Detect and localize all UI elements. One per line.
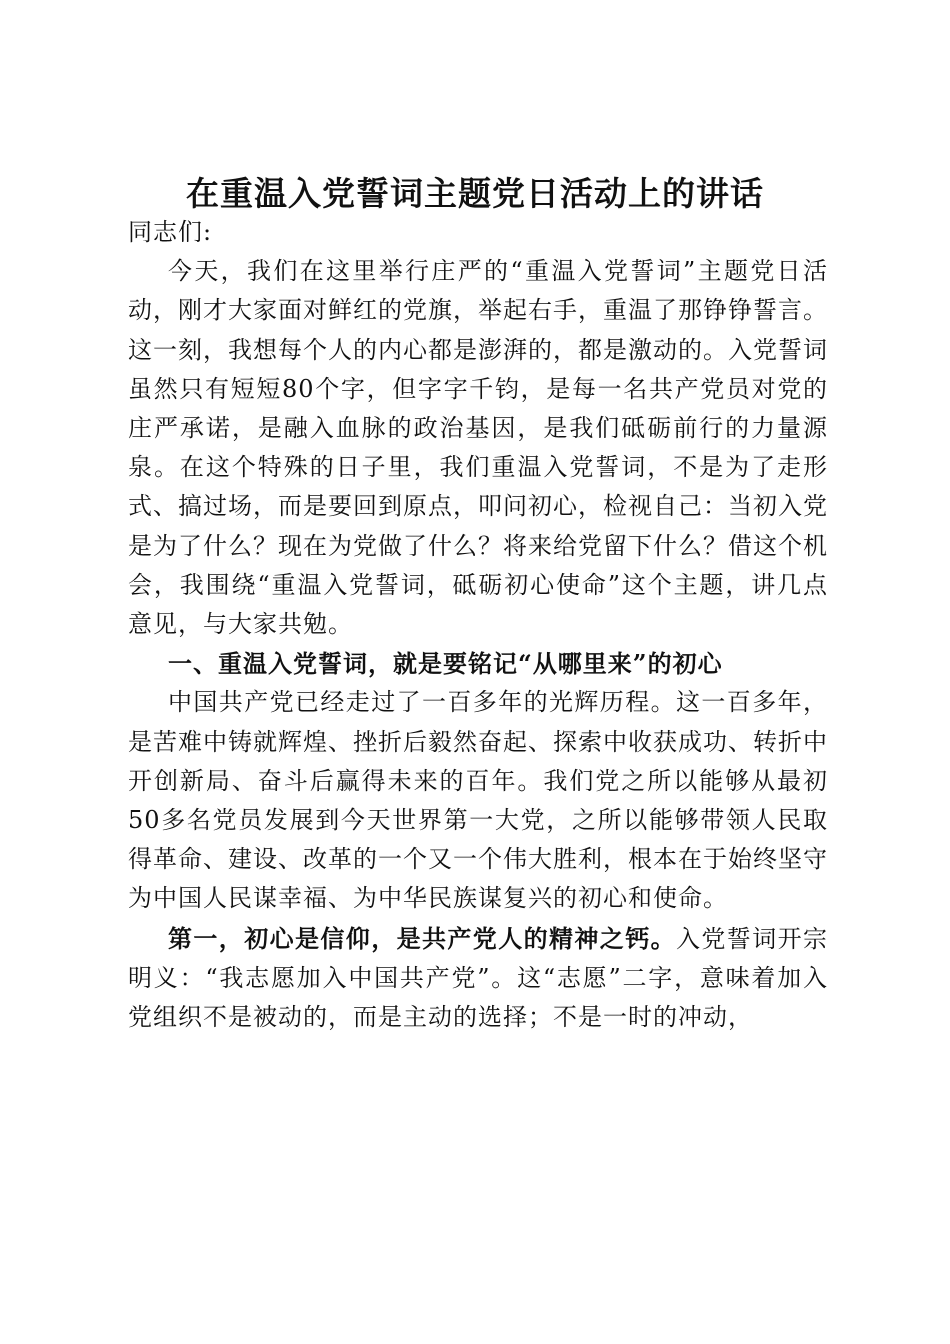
- point-1-lead: 第一，初心是信仰，是共产党人的精神之钙。: [168, 923, 676, 953]
- section-heading-1: 一、重温入党誓词，就是要铭记“从哪里来”的初心: [168, 649, 723, 679]
- document-body: [128, 213, 828, 1037]
- document-title: 在重温入党誓词主题党日活动上的讲话: [186, 174, 764, 213]
- point-1-paragraph: [128, 919, 828, 1038]
- intro-paragraph: 今天，我们在这里举行庄严的“重温入党誓词”主题党日活动，刚才大家面对鲜红的党旗，举起右手，重温了那铮铮誓言。这一刻，我想每个人的内心都是澎湃的，都是激动的。入党誓词虽然只有短短80个字，但字字千钧，是每一名共产党员对党的庄严承诺，是融入血脉的政治基因，是我们砥砺前行的力量源泉。在这个特殊的日子里，我们重温入党誓词，不是为了走形式、搞过场，而是要回到原点，叩问初心，检视自己：当初入党是为了什么？现在为党做了什么？将来给党留下什么？借这个机会，我围绕“重温入党誓词，砥砺初心使命”这个主题，讲几点意见，与大家共勉。: [128, 257, 828, 639]
- salutation: 同志们:: [128, 218, 213, 246]
- point-1-text: 入党誓词开宗明义：“我志愿加入中国共产党”。这“志愿”二字，意味着加入党组织不是被动的，而是主动的选择；不是一时的冲动，: [128, 924, 828, 1032]
- section-paragraph-1: 中国共产党已经走过了一百多年的光辉历程。这一百多年，是苦难中铸就辉煌、挫折后毅然奋起、探索中收获成功、转折中开创新局、奋斗后赢得未来的百年。我们党之所以能够从最初50多名党员发展到今天世界第一大党，之所以能够带领人民取得革命、建设、改革的一个又一个伟大胜利，根本在于始终坚守为中国人民谋幸福、为中华民族谋复兴的初心和使命。: [128, 688, 828, 913]
